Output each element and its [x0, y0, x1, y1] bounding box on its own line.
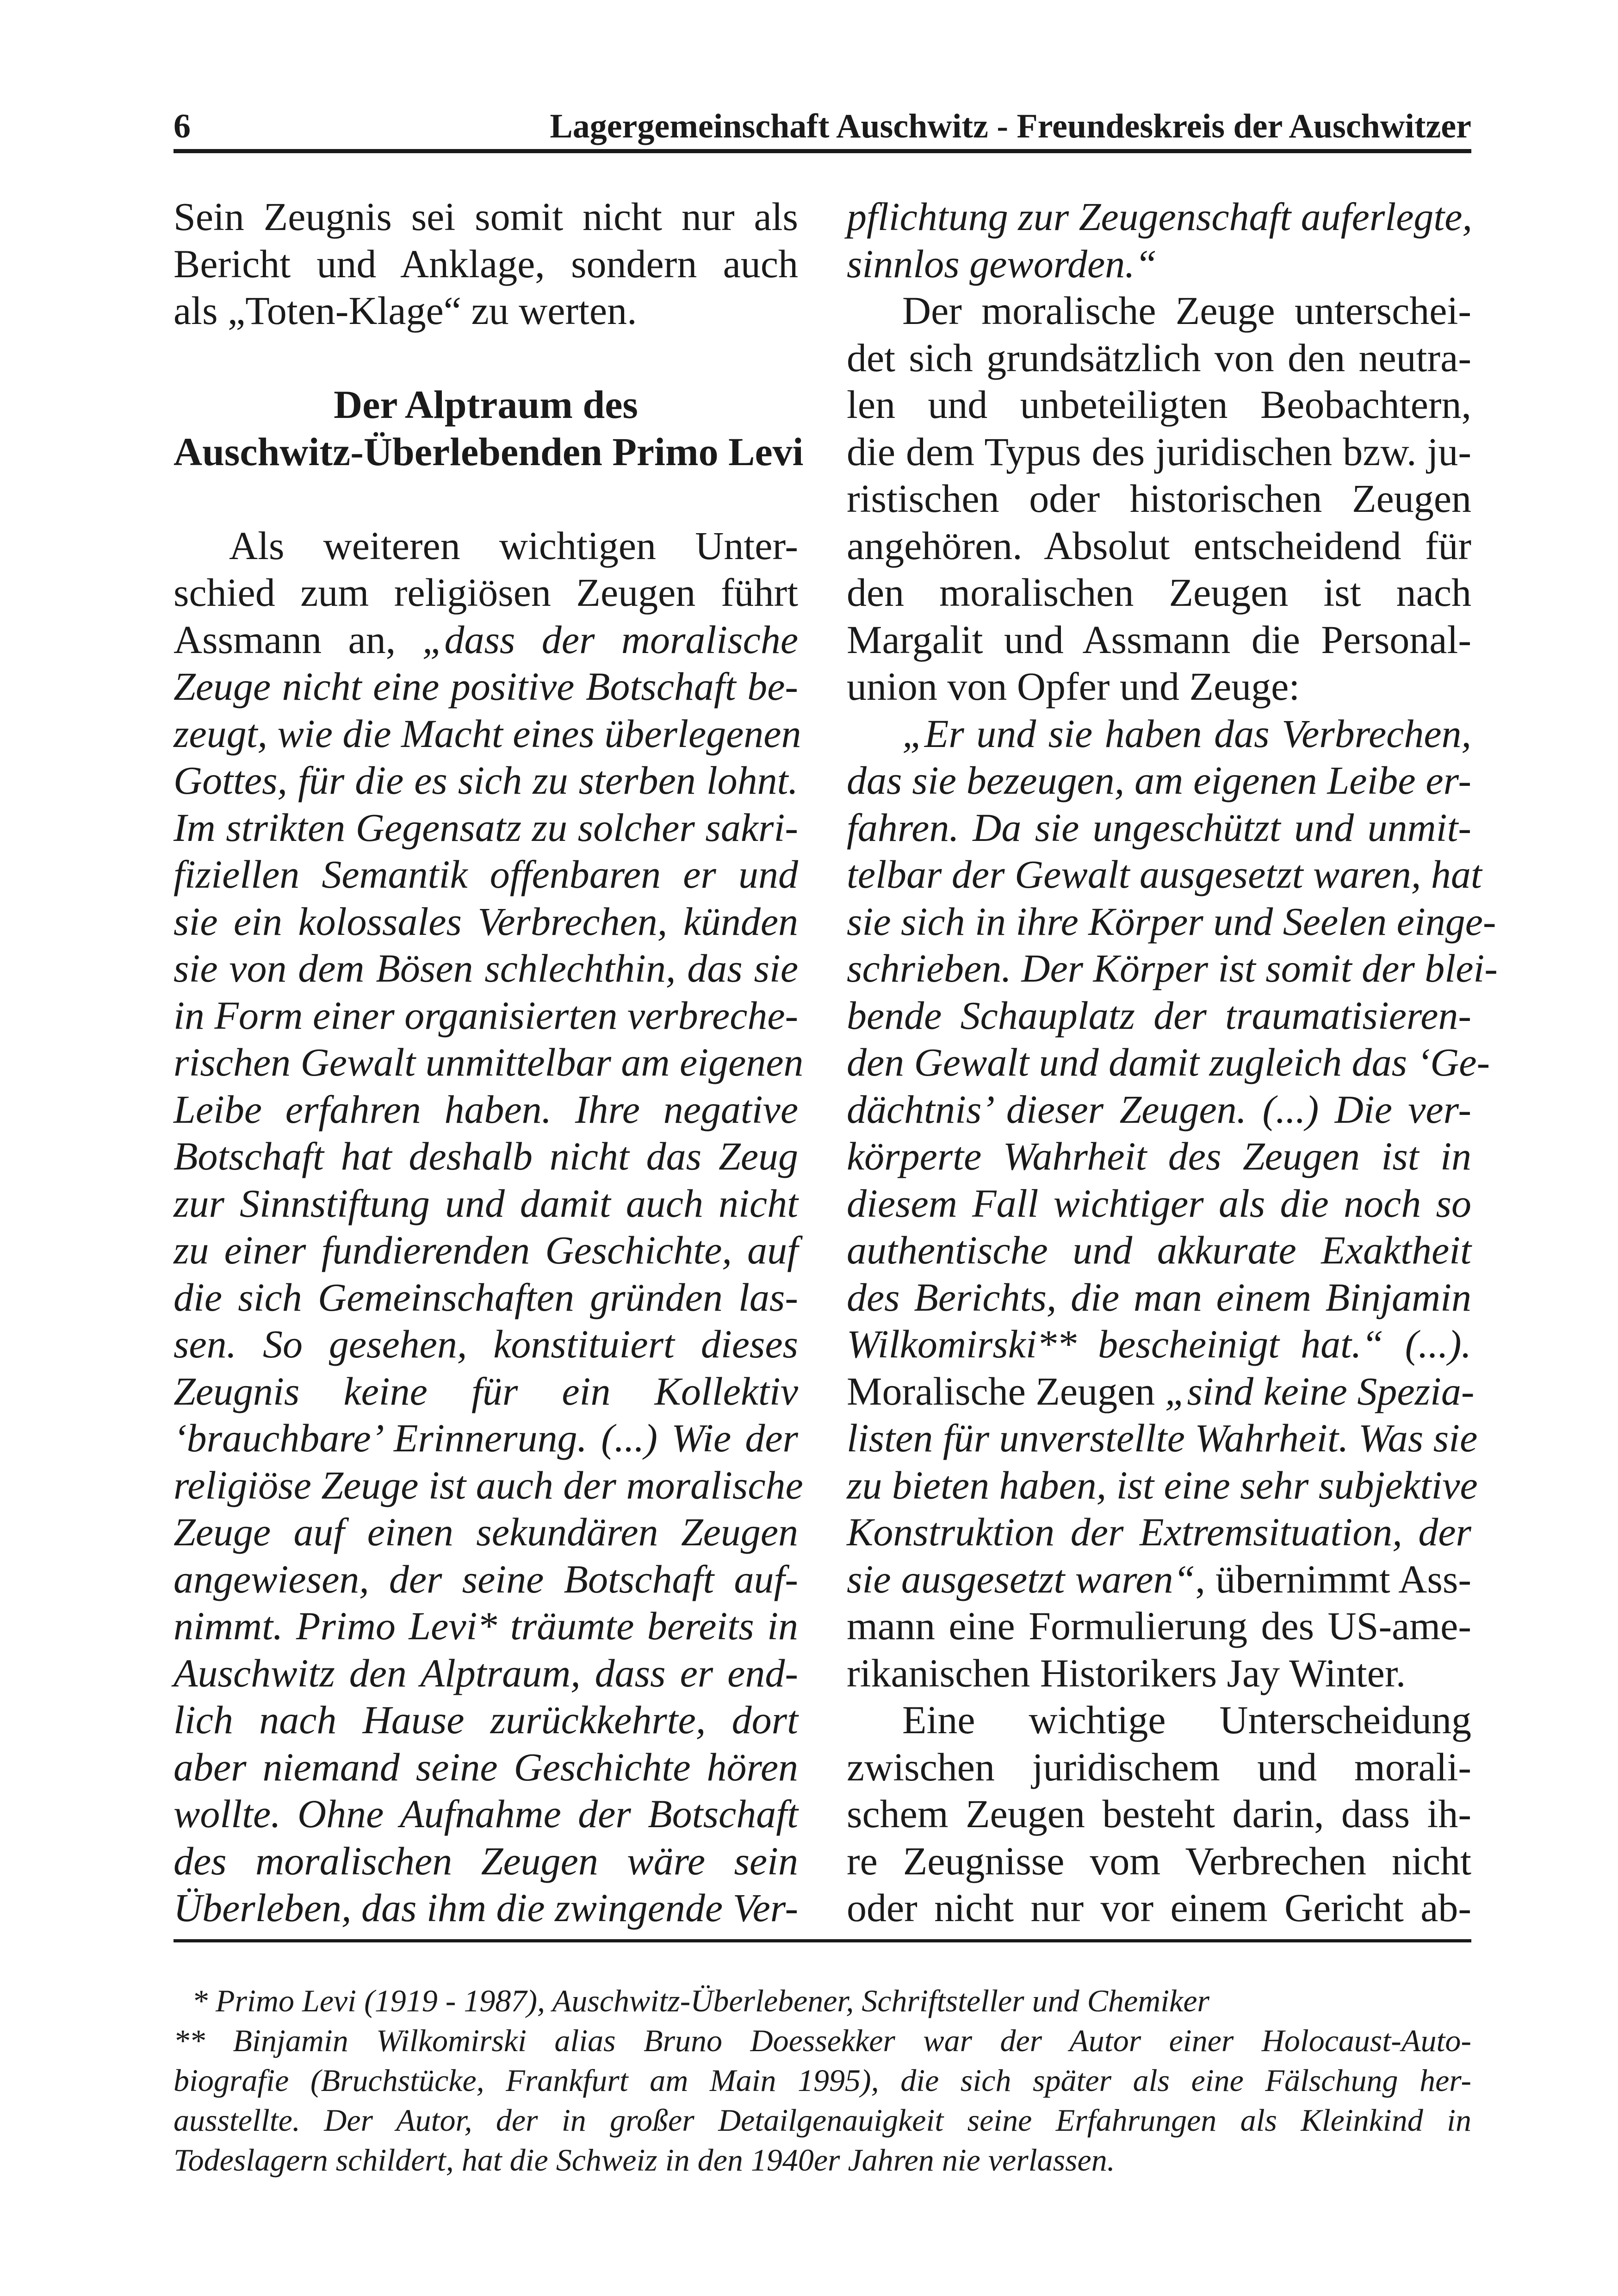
text-line: die dem Typus des juridischen bzw. ju-	[847, 429, 1471, 474]
text-line: re Zeugnisse vom Verbrechen nicht	[847, 1838, 1471, 1883]
quote-line: des moralischen Zeugen wäre sein	[174, 1838, 798, 1883]
paragraph-moral-witness	[847, 287, 1471, 710]
running-header	[174, 103, 1471, 149]
text-line: union von Opfer und Zeuge:	[847, 664, 1300, 709]
quote-line: fiziellen Semantik offenbaren er und	[174, 852, 798, 896]
footnote-line: ausstellte. Der Autor, der in großer Detailgenauigkeit seine Erfahrungen als Kleinkind in	[174, 2103, 1471, 2138]
quote-line: körperte Wahrheit des Zeugen ist in	[847, 1134, 1471, 1178]
paragraph-quote	[847, 710, 1498, 1697]
footnote-line: biografie (Bruchstücke, Frankfurt am Main 1995), die sich später als eine Fälschung her-	[174, 2063, 1471, 2098]
text-line: Sein Zeugnis sei somit nicht nur als	[174, 194, 798, 239]
quote-line: diesem Fall wichtiger als die noch so	[847, 1181, 1471, 1226]
footnotes	[174, 1981, 1471, 2180]
footnote-line: ** Binjamin Wilkomirski alias Bruno Doessekker war der Autor einer Holocaust-Auto-	[174, 2023, 1471, 2058]
footnote-rule	[174, 1939, 1471, 1942]
paragraph-distinction	[847, 1697, 1471, 1932]
text-line: Margalit und Assmann die Personal-	[847, 617, 1471, 662]
quote-line: sie ein kolossales Verbrechen, künden	[174, 899, 798, 944]
text-line: oder nicht nur vor einem Gericht ab-	[847, 1885, 1471, 1930]
text-line: Eine wichtige Unterscheidung	[902, 1698, 1471, 1742]
quote-line: schrieben. Der Körper ist somit der blei-	[847, 946, 1498, 990]
text-line	[847, 1368, 1475, 1415]
quote-line: Zeuge auf einen sekundären Zeugen	[174, 1510, 798, 1554]
text-line: den moralischen Zeugen ist nach	[847, 570, 1471, 615]
quote-line: Im strikten Gegensatz zu solcher sakri-	[174, 805, 798, 850]
quote-line: sen. So gesehen, konstituiert dieses	[174, 1322, 798, 1366]
text-line: schem Zeugen besteht darin, dass ih-	[847, 1792, 1471, 1836]
quote-line: Gottes, für die es sich zu sterben lohnt.	[174, 758, 798, 803]
quote-line: das sie bezeugen, am eigenen Leibe er-	[847, 758, 1471, 803]
quote-line: pflichtung zur Zeugenschaft auferlegte,	[847, 194, 1472, 239]
quote-line: telbar der Gewalt ausgesetzt waren, hat	[847, 852, 1482, 896]
text-line: angehören. Absolut entscheidend für	[847, 523, 1471, 568]
quote-line: sie sich in ihre Körper und Seelen einge-	[847, 899, 1496, 944]
quote-line: zeugt, wie die Macht eines überlegenen	[174, 711, 801, 756]
text-line: det sich grundsätzlich von den neutra-	[847, 335, 1471, 380]
paragraph-assmann	[174, 523, 804, 1932]
quote-line: lich nach Hause zurückkehrte, dort	[174, 1698, 798, 1742]
page-number: 6	[174, 107, 191, 145]
quote-line: angewiesen, der seine Botschaft auf-	[174, 1556, 798, 1601]
footnote-line: Todeslagern schildert, hat die Schweiz in den 1940er Jahren nie verlassen.	[174, 2142, 1115, 2178]
text-line: len und unbeteiligten Beobachtern,	[847, 382, 1471, 427]
quote-line: nimmt. Primo Levi* träumte bereits in	[174, 1604, 798, 1648]
quote-line: Leibe erfahren haben. Ihre negative	[174, 1087, 798, 1132]
left-column	[174, 193, 804, 1932]
text-line: als „Toten-Klage“ zu werten.	[174, 288, 637, 333]
quote-line: rischen Gewalt unmittelbar am eigenen	[174, 1040, 804, 1084]
quote-line: bende Schauplatz der traumatisieren-	[847, 993, 1471, 1038]
quote-segment: sie ausgesetzt waren“	[847, 1556, 1196, 1601]
quote-line: Zeugnis keine für ein Kollektiv	[174, 1369, 798, 1413]
quote-line: Überleben, das ihm die zwingende Ver-	[174, 1885, 799, 1930]
text-line: mann eine Formulierung des US-ame-	[847, 1604, 1471, 1648]
footnote-line: * Primo Levi (1919 - 1987), Auschwitz-Überlebener, Schriftsteller und Chemiker	[192, 1983, 1209, 2018]
text-line: ristischen oder historischen Zeugen	[847, 476, 1471, 521]
section-heading	[174, 381, 804, 475]
quote-line: dächtnis’ dieser Zeugen. (...) Die ver-	[847, 1087, 1471, 1132]
quote-line: authentische und akkurate Exaktheit	[847, 1228, 1471, 1272]
text-segment: , übernimmt Ass-	[1195, 1556, 1471, 1601]
text-segment: Moralische Zeugen	[847, 1369, 1165, 1413]
quote-line: Wilkomirski** bescheinigt hat.“ (...).	[847, 1322, 1471, 1366]
quote-line: in Form einer organisierten verbreche-	[174, 993, 799, 1038]
heading-line: Der Alptraum des	[334, 382, 638, 427]
quote-line: fahren. Da sie ungeschützt und unmit-	[847, 805, 1471, 850]
quote-line: sie von dem Bösen schlechthin, das sie	[174, 946, 798, 990]
quote-line: wollte. Ohne Aufnahme der Botschaft	[174, 1792, 798, 1836]
quote-segment: „dass der moralische	[422, 617, 799, 662]
quote-line: die sich Gemeinschaften gründen las-	[174, 1275, 798, 1319]
quote-line: aber niemand seine Geschichte hören	[174, 1744, 798, 1789]
paragraph-continuation	[847, 193, 1471, 287]
quote-line: zur Sinnstiftung und damit auch nicht	[174, 1181, 798, 1226]
text-segment: Assmann an,	[174, 617, 422, 662]
quote-line: listen für unverstellte Wahrheit. Was sie	[847, 1416, 1478, 1460]
paragraph-intro	[174, 193, 798, 335]
quote-line: zu einer fundierenden Geschichte, auf	[174, 1228, 798, 1272]
quote-line: den Gewalt und damit zugleich das ‘Ge-	[847, 1040, 1490, 1084]
text-line: schied zum religiösen Zeugen führt	[174, 570, 798, 615]
text-line: Als weiteren wichtigen Unter-	[229, 523, 798, 568]
header-title: Lagergemeinschaft Auschwitz - Freundeskreis der Auschwitzer	[550, 107, 1471, 145]
quote-line: des Berichts, die man einem Binjamin	[847, 1275, 1471, 1319]
quote-line: zu bieten haben, ist eine sehr subjektive	[847, 1462, 1478, 1507]
quote-line: religiöse Zeuge ist auch der moralische	[174, 1462, 803, 1507]
right-column	[847, 193, 1498, 1932]
quote-segment: „sind keine Spezia-	[1165, 1369, 1475, 1413]
quote-line: Konstruktion der Extremsituation, der	[847, 1510, 1471, 1554]
text-line: rikanischen Historikers Jay Winter.	[847, 1650, 1406, 1695]
quote-line: sinnlos geworden.“	[847, 241, 1157, 286]
quote-line: Zeuge nicht eine positive Botschaft be-	[174, 664, 798, 709]
header-rule	[174, 149, 1471, 153]
text-line: Der moralische Zeuge unterschei-	[902, 288, 1471, 333]
text-line	[847, 1556, 1471, 1603]
heading-line: Auschwitz-Überlebenden Primo Levi	[174, 429, 804, 474]
quote-line: Botschaft hat deshalb nicht das Zeug	[174, 1134, 798, 1178]
quote-line: Auschwitz den Alptraum, dass er end-	[174, 1650, 798, 1695]
text-line	[174, 616, 798, 664]
text-line: Bericht und Anklage, sondern auch	[174, 241, 798, 286]
quote-line: ‘brauchbare’ Erinnerung. (...) Wie der	[174, 1416, 798, 1460]
quote-line: „Er und sie haben das Verbrechen,	[902, 711, 1471, 756]
text-line: zwischen juridischem und morali-	[847, 1744, 1471, 1789]
